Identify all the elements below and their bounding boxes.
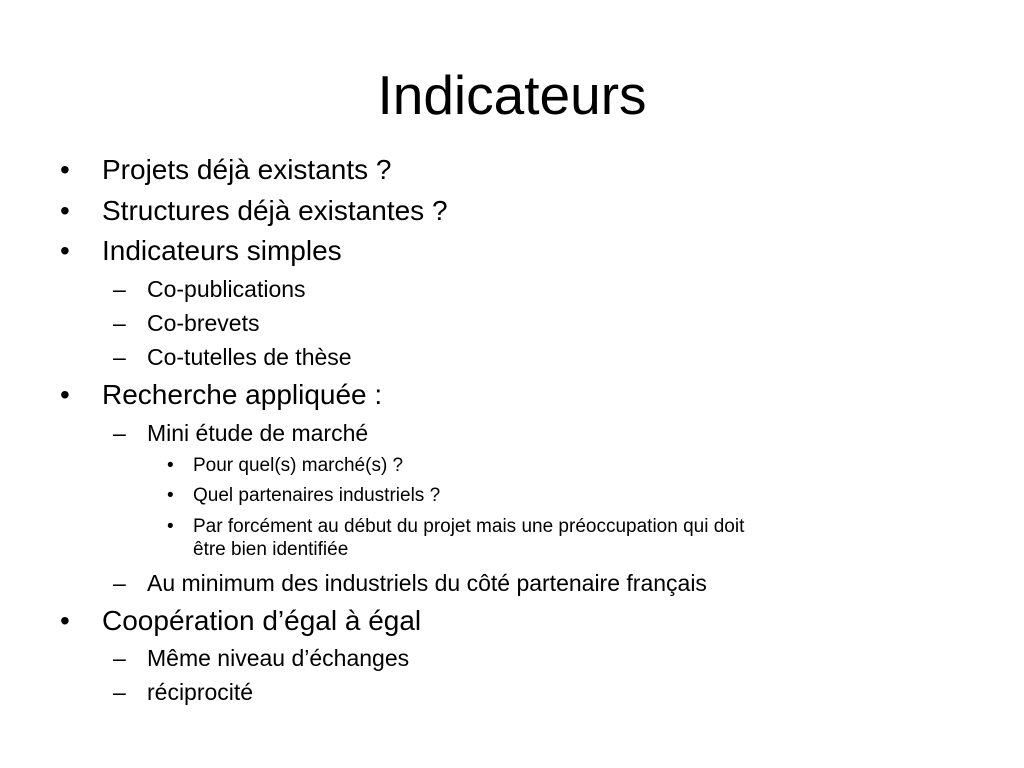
sub-bullet-text: Même niveau d’échanges: [147, 645, 410, 671]
small-bullet-marker: •: [167, 516, 174, 537]
dash-marker: –: [113, 570, 126, 596]
sub-bullet-text: Co-brevets: [147, 310, 260, 336]
bullet-text: Projets déjà existants ?: [102, 154, 392, 185]
sub-bullet-text: Au minimum des industriels du côté partenaire français: [147, 570, 707, 596]
sub-sub-bullet-text: [193, 515, 953, 561]
small-bullet-marker: •: [167, 485, 174, 506]
sub-sub-bullet-line: Par forcément au début du projet mais une préoccupation qui doit: [193, 516, 745, 537]
bullet-marker: •: [60, 154, 70, 185]
dash-marker: –: [113, 344, 126, 370]
sub-bullet-text: Co-tutelles de thèse: [147, 344, 352, 370]
bullet-marker: •: [60, 235, 70, 266]
bullet-text: Recherche appliquée :: [102, 379, 383, 410]
dash-marker: –: [113, 420, 126, 446]
sub-bullet-text: réciprocité: [147, 679, 254, 705]
sub-sub-bullet-line: être bien identifiée: [193, 539, 349, 560]
bullet-text: Indicateurs simples: [102, 235, 342, 266]
bullet-text: Structures déjà existantes ?: [102, 195, 448, 226]
dash-marker: –: [113, 276, 126, 302]
bullet-marker: •: [60, 605, 70, 636]
dash-marker: –: [113, 310, 126, 336]
small-bullet-marker: •: [167, 455, 174, 476]
dash-marker: –: [113, 645, 126, 671]
sub-sub-bullet-text: Pour quel(s) marché(s) ?: [193, 455, 404, 476]
sub-bullet-text: Mini étude de marché: [147, 420, 369, 446]
bullet-text: Coopération d’égal à égal: [102, 605, 422, 636]
sub-sub-bullet-text: Quel partenaires industriels ?: [193, 485, 441, 506]
bullet-marker: •: [60, 195, 70, 226]
bullet-marker: •: [60, 379, 70, 410]
slide-title: Indicateurs: [377, 64, 647, 126]
sub-bullet-text: Co-publications: [147, 276, 306, 302]
dash-marker: –: [113, 679, 126, 705]
